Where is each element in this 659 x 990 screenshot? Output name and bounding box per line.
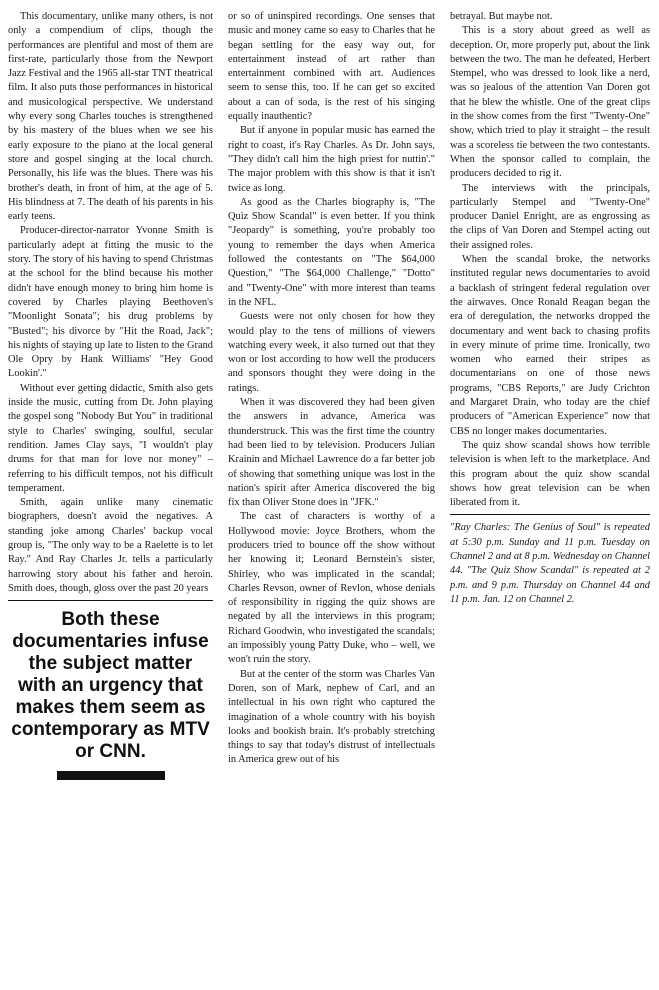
paragraph: betrayal. But maybe not. bbox=[450, 11, 553, 22]
paragraph: Producer-director-narrator Yvonne Smith is particularly adept at fitting the music to the story. The story of his having to spend Christmas at the school for the blind because his mother didn't have enough money to bring him home is covered by Charles playing Beethoven's "Moonlight Sonata"; his drug problems by "Busted"; his divorce by "Hit the Road, Jack"; his nights of staying up late to listen to the Grand Ole Opry by Hank Williams' "Hey Good Lookin'." bbox=[8, 225, 213, 380]
article-column-2 bbox=[228, 10, 435, 768]
paragraph: Without ever getting didactic, Smith also gets inside the music, cutting from Dr. John playing the gospel song "Nobody But You" in traditional style to Charles' swinging, soulful, secular rendition. James Clay says, "I wouldn't play drums for that man for love nor money" – referring to his difficult tempos, not his difficult temperament. bbox=[8, 382, 213, 494]
paragraph: But if anyone in popular music has earned the right to coast, it's Ray Charles. As Dr. John says, "They didn't call him the high priest for nuttin'." The major problem with this show is that it isn't twice as long. bbox=[228, 125, 435, 194]
paragraph: This documentary, unlike many others, is not only a compendium of clips, though the performances are plentiful and most of them are first-rate, particularly those from the Newport Jazz Festival and the 1965 all-star TNT theatrical film. It also puts those performances in historical and musicological perspective. We understand why every song Charles touches is strengthened by his mastery of the blues when we see his early exposure to the piano at the local general store and gospel singing at the local church. Personally, his life was the blues. There was his brother's death, in front of him, at the age of 5. His blindness at 7. The death of his parents in his early teens. bbox=[8, 11, 213, 223]
paragraph: The cast of characters is worthy of a Hollywood movie: Joyce Brothers, whom the producers tried to bounce off the show without her knowing it; Leonard Bernstein's sister, Shirley, who was implicated in the scandal; Charles Revson, owner of Revlon, whose denials of responsibility in rigging the quiz shows are negated by all the interviews in this program; Richard Goodwin, who investigated the scandals; an impossibly young Patty Duke, who – well, we won't ruin the story. bbox=[228, 511, 435, 666]
paragraph: When it was discovered they had been given the answers in advance, America was thunderstruck. This was the first time the country had been lied to by television. Producers Julian Krainin and Michael Lawrence do a far better job of showing that something unique was lost in the nation's spirit after America discovered the big fix than Oliver Stone does in "JFK." bbox=[228, 397, 435, 509]
caption-rule bbox=[450, 514, 650, 515]
broadcast-schedule-caption: "Ray Charles: The Genius of Soul" is repeated at 5:30 p.m. Sunday and 11 p.m. Tuesday on Channel 2 and at 8 p.m. Wednesday on Channel 44. "The Quiz Show Scandal" is repeated at 2 p.m. and 9 p.m. Thursday on Channel 44 and 11 p.m. Jan. 12 on Channel 2. bbox=[450, 522, 650, 605]
paragraph: Guests were not only chosen for how they would play to the tens of millions of viewers watching every week, it also turned out that they won or lost according to how well the producers and sponsors thought they were doing in the ratings. bbox=[228, 311, 435, 394]
paragraph: The interviews with the principals, particularly Stempel and "Twenty-One" producer Daniel Enright, are as engrossing as the clips of Van Doren and Stempel acting out their assigned roles. bbox=[450, 182, 650, 251]
paragraph: Smith, again unlike many cinematic biographers, doesn't avoid the negatives. A standing joke among Charles' backup vocal group is, "The only way to be a Raelette is to let Ray." And Ray Charles Jr. tells a particularly harrowing story about his father and heroin. Smith does, though, gloss over the past 20 years bbox=[8, 497, 213, 594]
paragraph: The quiz show scandal shows how terrible television is when left to the marketplace. And this program about the quiz show scandal shows how great television can be when liberated from it. bbox=[450, 439, 650, 509]
paragraph: or so of uninspired recordings. One senses that music and money came so easy to Charles that he began settling for the easy way out, for entertainment instead of art rather than entertainment combined with art. Audiences seem to sense this, too. If he can get so excited about a can of soda, is the rest of his singing equally inauthentic? bbox=[228, 11, 435, 123]
paragraph: This is a story about greed as well as deception. Or, more properly put, about the link between the two. The man he defeated, Herbert Stempel, who was dressed to look like a nerd, was so jealous of the attention Van Doren got that he blew the whistle. One of the great clips in the show comes from the first "Twenty-One" show, which tried to play it straight – the result was a scoreless tie between the two contestants. When the sponsor called to complain, the producers decided to rig it. bbox=[450, 25, 650, 180]
pull-quote: Both these documentaries infuse the subject matter with an urgency that makes them seem as contemporary as MTV or CNN. bbox=[11, 609, 210, 763]
paragraph: When the scandal broke, the networks instituted regular news documentaries to avoid a backlash of stringent federal regulation over the airwaves. Once Ronald Reagan began the era of deregulation, the networks dropped the documentary and went back to chasing profits in every minute of prime time. Ironically, two women who earned their stripes as documentarians on one of those news programs, "CBS Reports," are Judy Crichton and Margaret Drain, who today are the chief producers of "American Experience" now that CBS no longer makes documentaries. bbox=[450, 254, 650, 437]
article-column-1 bbox=[8, 10, 213, 780]
paragraph: As good as the Charles biography is, "The Quiz Show Scandal" is even better. If you think "Jeopardy" is something, you're probably too young to remember the days when America followed the contestants on "The $64,000 Question," "The $64,000 Challenge," "Dotto" and "Twenty-One" with more interest than teams in the NFL. bbox=[228, 196, 435, 308]
paragraph: But at the center of the storm was Charles Van Doren, son of Mark, nephew of Carl, and an intellectual in his own right who captured the imagination of a whole country with his boyish looks and bookish brain. It's probably stretching things to say that today's distrust of intellectuals in America grew out of his bbox=[228, 668, 435, 766]
pullquote-top-rule bbox=[8, 600, 213, 601]
pullquote-bottom-bar bbox=[57, 771, 165, 780]
article-column-3 bbox=[450, 10, 650, 607]
